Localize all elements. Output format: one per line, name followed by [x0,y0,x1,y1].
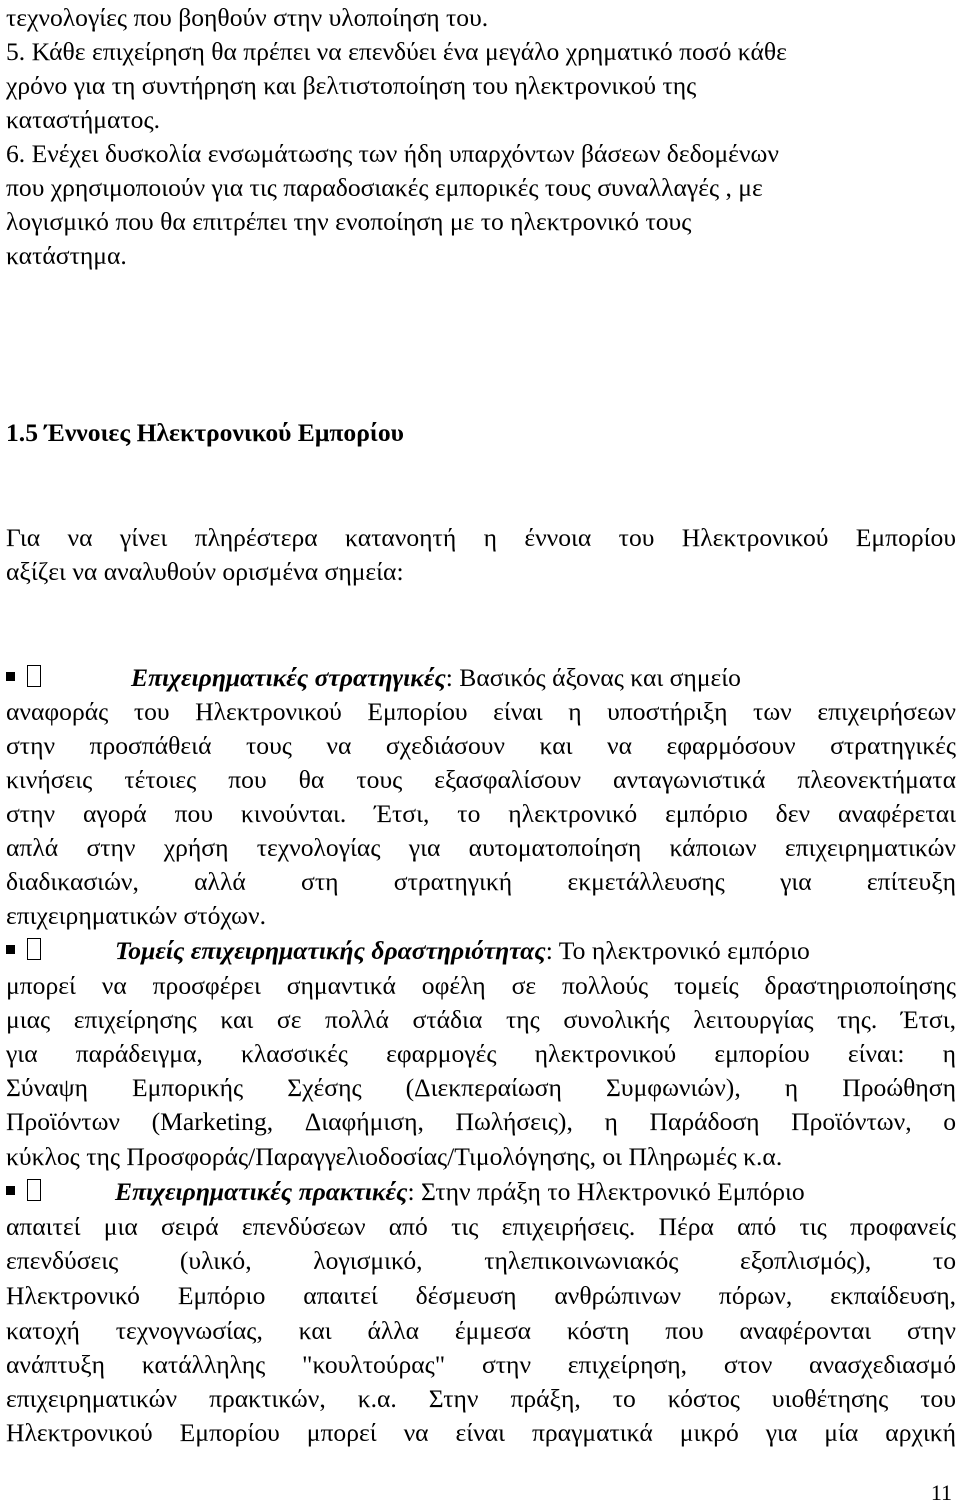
paragraph-line: απλά στην χρήση τεχνολογίας για αυτοματοποίηση κάποιων επιχειρηματικών [6,833,956,862]
bullet-first-line [115,1175,805,1209]
paragraph-line: αξίζει να αναλυθούν ορισμένα σημεία: [6,557,404,586]
paragraph-line: στην προσπάθειά τους να σχεδιάσουν και να εφαρμόσουν στρατηγικές [6,731,956,760]
paragraph-line: χρόνο για τη συντήρηση και βελτιστοποίηση του ηλεκτρονικού της [6,71,697,100]
paragraph-line: διαδικασιών, αλλά στη στρατηγική εκμετάλλευσης για επίτευξη [6,867,956,896]
paragraph-line: επιχειρηματικών πρακτικών, κ.α. Στην πράξη, το κόστος υιοθέτησης του [6,1384,956,1413]
paragraph-line: ανάπτυξη κατάλληλης "κουλτούρας" στην επιχείρηση, στον ανασχεδιασμό [6,1350,956,1379]
missing-glyph-box-icon [27,938,41,960]
bullet-term: Τομείς επιχειρηματικής δραστηριότητας [115,936,546,965]
paragraph-line: Ηλεκτρονικό Εμπόριο απαιτεί δέσμευση ανθρώπινων πόρων, εκπαίδευση, [6,1281,956,1310]
paragraph-line: κύκλος της Προσφοράς/Παραγγελιοδοσίας/Τιμολόγησης, οι Πληρωμές κ.α. [6,1142,783,1171]
paragraph-line: Για να γίνει πληρέστερα κατανοητή η έννοια του Ηλεκτρονικού Εμπορίου [6,523,956,552]
bullet-first-line [131,661,956,695]
square-bullet-icon [6,672,15,681]
bullet-text: : Το ηλεκτρονικό εμπόριο [545,936,810,965]
missing-glyph-box-icon [27,1179,41,1201]
missing-glyph-box-icon [27,665,41,687]
paragraph-line: λογισμικό που θα επιτρέπει την ενοποίηση με το ηλεκτρονικό τους [6,207,692,236]
square-bullet-icon [6,1186,15,1195]
bullet-first-line [115,934,810,968]
bullet-text: : Βασικός άξονας και σημείο [445,663,741,692]
bullet-term: Επιχειρηματικές πρακτικές [115,1177,408,1206]
paragraph-line: Ηλεκτρονικού Εμπορίου μπορεί να είναι πραγματικά μικρό για μία αρχική [6,1418,956,1447]
bullet-item-business-strategies [6,661,956,695]
section-heading: 1.5 Έννοιες Ηλεκτρονικού Εμπορίου [6,418,404,447]
bullet-text: : Στην πράξη το Ηλεκτρονικό Εμπόριο [407,1177,805,1206]
bullet-item-business-practices [6,1175,956,1209]
list-item-5: 5. Κάθε επιχείρηση θα πρέπει να επενδύει ένα μεγάλο χρηματικό ποσό κάθε [6,37,787,66]
paragraph-line: που χρησιμοποιούν για τις παραδοσιακές εμπορικές τους συναλλαγές , με [6,173,763,202]
paragraph-line: Προϊόντων (Marketing, Διαφήμιση, Πωλήσεις), η Παράδοση Προϊόντων, ο [6,1107,956,1136]
paragraph-line: επενδύσεις (υλικό, λογισμικό, τηλεπικοινωνιακός εξοπλισμός), το [6,1246,956,1275]
square-bullet-icon [6,945,15,954]
paragraph-line: Σύναψη Εμπορικής Σχέσης (Διεκπεραίωση Συμφωνιών), η Προώθηση [6,1073,956,1102]
paragraph-line: στην αγορά που κινούνται. Έτσι, το ηλεκτρονικό εμπόριο δεν αναφέρεται [6,799,956,828]
paragraph-line: επιχειρηματικών στόχων. [6,901,266,930]
paragraph-line: κατοχή τεχνογνωσίας, και άλλα έμμεσα κόστη που αναφέρονται στην [6,1316,956,1345]
paragraph-line: κινήσεις τέτοιες που θα τους εξασφαλίσουν ανταγωνιστικά πλεονεκτήματα [6,765,956,794]
list-item-6: 6. Ενέχει δυσκολία ενσωμάτωσης των ήδη υπαρχόντων βάσεων δεδομένων [6,139,779,168]
paragraph-line: απαιτεί μια σειρά επενδύσεων από τις επιχειρήσεις. Πέρα από τις προφανείς [6,1212,956,1241]
paragraph-line: μπορεί να προσφέρει σημαντικά οφέλη σε πολλούς τομείς δραστηριοποίησης [6,971,956,1000]
paragraph-line: μιας επιχείρησης και σε πολλά στάδια της συνολικής λειτουργίας της. Έτσι, [6,1005,956,1034]
paragraph-line: αναφοράς του Ηλεκτρονικού Εμπορίου είναι η υποστήριξη των επιχειρήσεων [6,697,956,726]
paragraph-line: καταστήματος. [6,105,160,134]
bullet-term: Επιχειρηματικές στρατηγικές [131,663,446,692]
page-number: 11 [930,1480,952,1505]
paragraph-line: τεχνολογίες που βοηθούν στην υλοποίηση του. [6,3,489,32]
paragraph-line: κατάστημα. [6,241,127,270]
paragraph-line: για παράδειγμα, κλασσικές εφαρμογές ηλεκτρονικού εμπορίου είναι: η [6,1039,956,1068]
bullet-item-business-sectors [6,934,956,968]
